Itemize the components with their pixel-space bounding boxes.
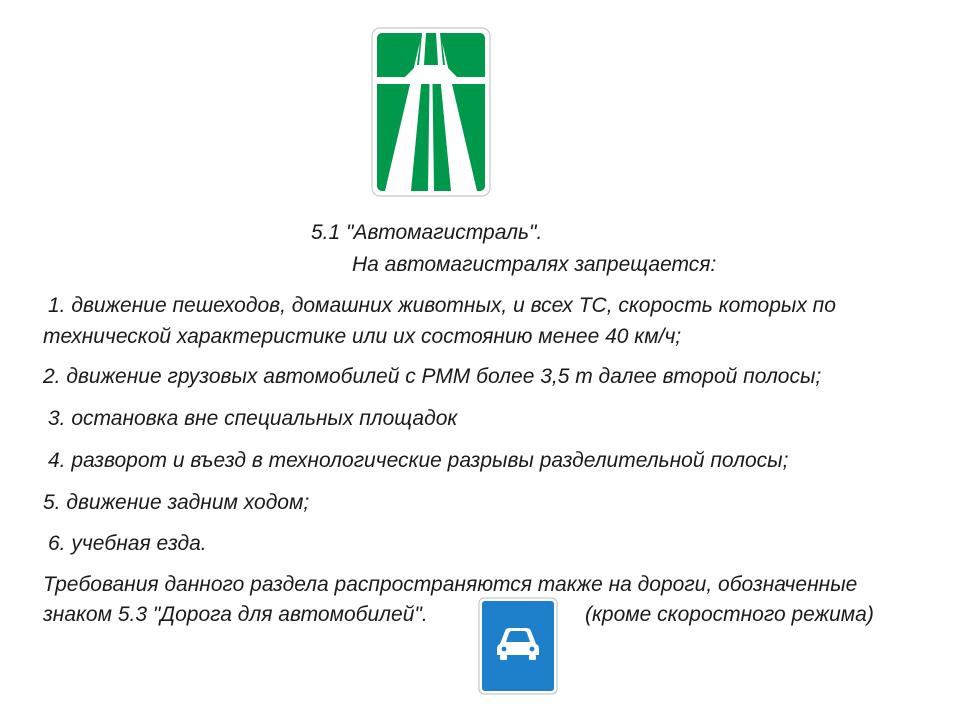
prohibitions-heading: На автомагистралях запрещается:	[352, 253, 717, 276]
list-item: 2. движение грузовых автомобилей с РММ более 3,5 т далее второй полосы;	[43, 365, 822, 388]
note-text: Требования данного раздела распространяются также на дороги, обозначенные	[43, 573, 858, 596]
list-item: 6. учебная езда.	[48, 532, 207, 555]
motorway-sign-icon	[371, 27, 491, 197]
note-text: знаком 5.3 "Дорога для автомобилей".	[43, 603, 428, 626]
list-item: 1. движение пешеходов, домашних животных, и всех ТС, скорость которых по	[48, 294, 836, 317]
list-item: 3. остановка вне специальных площадок	[48, 407, 458, 430]
road-for-cars-sign-icon	[478, 597, 558, 695]
list-item: технической характеристике или их состоянию менее 40 км/ч;	[43, 325, 682, 348]
sign-title: 5.1 "Автомагистраль".	[311, 221, 543, 244]
list-item: 5. движение задним ходом;	[43, 491, 310, 514]
list-item: 4. разворот и въезд в технологические разрывы разделительной полосы;	[48, 449, 789, 472]
note-text: (кроме скоростного режима)	[585, 603, 874, 626]
